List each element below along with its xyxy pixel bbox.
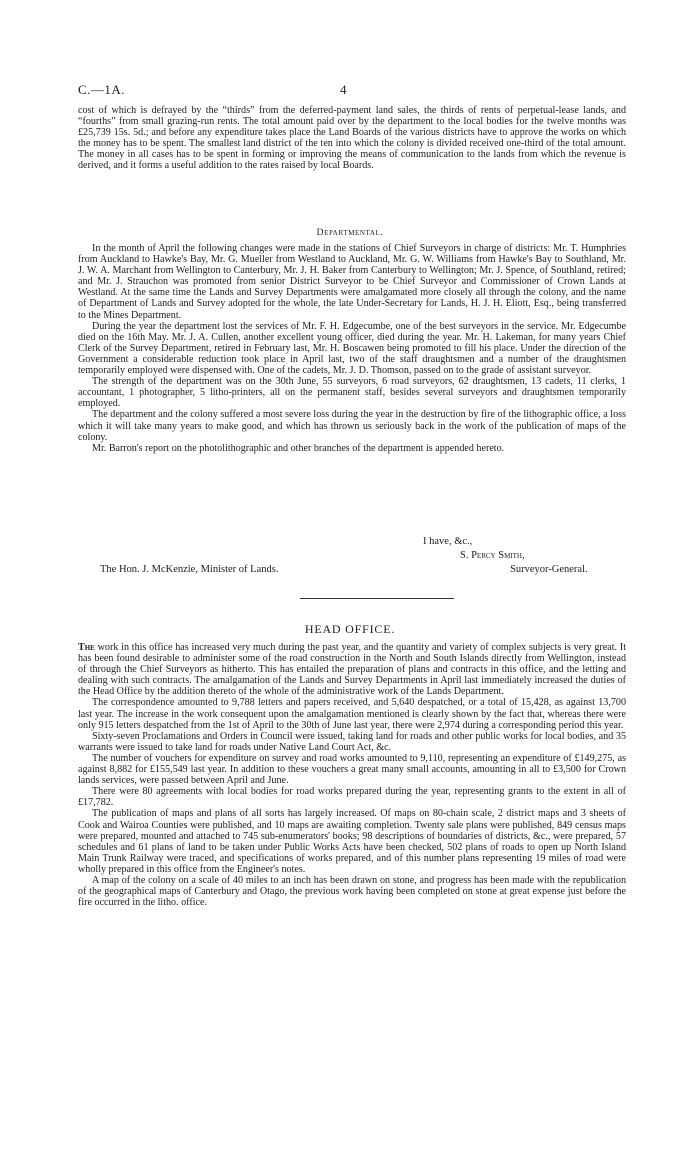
closing-line — [78, 536, 626, 549]
signatory: S. Percy Smith, — [460, 550, 525, 561]
document-reference: C.—1A. — [78, 82, 126, 97]
paragraph: A map of the colony on a scale of 40 miles to an inch has been drawn on stone, and progress has been made with the republication of the geographical maps of Canterbury and Otago, the previous work having been completed on stone at great expense just before the fire occurred in the litho. office. — [78, 874, 626, 909]
addressee: The Hon. J. McKenzie, Minister of Lands. — [100, 564, 279, 575]
paragraph: The correspondence amounted to 9,788 letters and papers received, and 5,640 despatched, or a total of 15,428, as against 13,700 last year. The increase in the work consequent upon the amalgamation mentioned is clearly shown by the fact that, whereas there were only 915 letters despatched from the 1st of April to the 30th of June last year, there were 2,974 during a corresponding period this year. — [78, 697, 626, 731]
paragraph: In the month of April the following changes were made in the stations of Chief Surveyors in charge of districts: Mr. T. Humphries from Auckland to Hawke's Bay, Mr. G. Mueller from Westland to Auckland, Mr. G. W. Williams from Hawke's Bay to Southland, Mr. J. W. A. Marchant from Wellington to Canterbury, Mr. J. H. Baker from Canterbury to Wellington; Mr. J. Spence, of Southland, retired; and Mr. J. Strauchon was promoted from senior District Surveyor to be Chief Surveyor and Commissioner of Crown Lands at Westland. At the same time the Lands and Survey Departments were amalgamated more closely all through the colony, and the name of Department of Lands and Survey adopted for the whole, the late Under-Secretary for Lands, H. J. H. Eliott, Esq., being transferred to the Mines Department. — [78, 243, 626, 321]
departmental-section — [78, 243, 626, 454]
departmental-heading: Departmental. — [316, 228, 384, 238]
paragraph: Sixty-seven Proclamations and Orders in Council were issued, taking land for roads and other public works for local bodies, and 35 warrants were issued to take land for roads under Native Land Court Act, &c. — [78, 730, 626, 753]
addressee-line — [78, 564, 626, 577]
page-number: 4 — [340, 82, 347, 97]
head-office-heading: HEAD OFFICE. — [304, 622, 396, 636]
paragraph: There were 80 agreements with local bodies for road works prepared during the year, representing grants to the extent in all of £17,782. — [78, 786, 626, 809]
paragraph: cost of which is defrayed by the “thirds” from the deferred-payment land sales, the thirds of rents of perpetual-lease lands, and “fourths” from small grazing-run rents. The total amount paid over by the department to the local bodies for the twelve months was £25,739 15s. 5d.; and before any expenditure takes place the Land Boards of the various districts have to approve the works on which the money has to be spent. The smallest land district of the ten into which the colony is divided received one-third of the total amount. The money in all cases has to be spent in forming or improving the means of communication to the lands from which the revenue is derived, and it forms a useful addition to the rates raised by local Boards. — [78, 105, 626, 172]
continued-section — [78, 105, 626, 172]
head-office-section — [78, 642, 626, 908]
page-header — [78, 82, 622, 98]
paragraph — [78, 642, 626, 697]
section-divider — [300, 598, 454, 599]
paragraph: The number of vouchers for expenditure on survey and road works amounted to 9,110, representing an expenditure of £149,275, as against 8,882 for £155,549 last year. In addition to these vouchers a great many small accounts, amounting in all to £3,500 for Crown lands services, were passed between April and June. — [78, 752, 626, 787]
paragraph: The publication of maps and plans of all sorts has largely increased. Of maps on 80-chain scale, 2 district maps and 3 sheets of Cook and Wairoa Counties were published, and 10 maps are awaiting completion. Twenty sale plans were published, 849 census maps were prepared, mounted and attached to 745 sub-enumerators' books; 98 descriptions of boundaries of districts, &c., were prepared, 57 schedules and 61 plans of land to be taken under Public Works Acts have been checked, 502 plans of roads to open up North Island Main Trunk Railway were traced, and specifications of works prepared, and of this number plans representing 19 miles of road were wholly prepared in this office from the Engineer's notes. — [78, 808, 626, 875]
signatory-title: Surveyor-General. — [510, 564, 588, 575]
paragraph: Mr. Barron's report on the photolithographic and other branches of the department is appended hereto. — [92, 442, 505, 454]
paragraph-text: work in this office has increased very much during the past year, and the quantity and variety of complex subjects is very great. It has been found desirable to administer some of the road construction in the North and South Islands directly from Wellington, instead of through the Chief Surveyors as hitherto. This has entailed the preparation of plans and contracts in this office, and the letting and dealing with such contracts. The amalgamation of the Lands and Survey Departments in April last immediately increased the duties of the Head Office by the addition thereto of the whole of the administrative work of the Lands Department. — [78, 642, 626, 698]
paragraph: The department and the colony suffered a most severe loss during the year in the destruction by fire of the lithographic office, a loss which it will take many years to make good, and which has thrown us seriously back in the work of the publication of maps of the colony. — [78, 409, 626, 443]
paragraph: The strength of the department was on the 30th June, 55 surveyors, 6 road surveyors, 62 draughtsmen, 13 cadets, 11 clerks, 1 accountant, 1 photographer, 5 litho-printers, all on the permanent staff, besides several surveyors and draughtsmen temporarily employed. — [78, 376, 626, 410]
drop-word: The — [78, 642, 95, 653]
paragraph: During the year the department lost the services of Mr. F. H. Edgecumbe, one of the best surveyors in the service. Mr. Edgecumbe died on the 16th May. Mr. J. A. Cullen, another excellent young officer, died during the year. Mr. H. Lakeman, for many years Chief Clerk of the Survey Department, retired in February last, Mr. H. Boscawen being promoted to fill his place. Under the direction of the Government a considerable reduction took place in April last, two of the staff draughtsmen and a number of the draughtsmen temporarily employed were dispensed with. One of the cadets, Mr. J. D. Thomson, passed on to the grade of assistant surveyor. — [78, 320, 626, 377]
closing: I have, &c., — [423, 536, 473, 547]
signature-line — [78, 550, 626, 563]
